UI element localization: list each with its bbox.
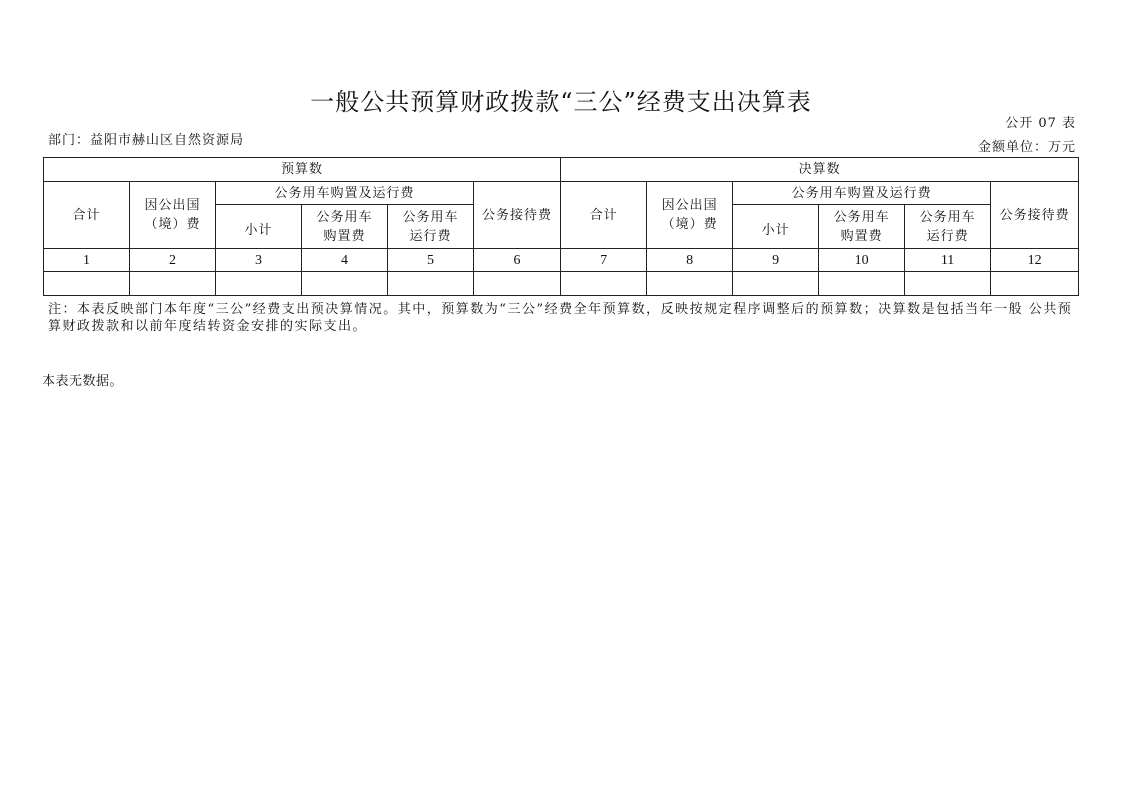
budget-operation-line1: 公务用车 xyxy=(402,209,459,225)
budget-reception-header: 公务接待费 xyxy=(474,182,561,249)
final-purchase-line2: 购置费 xyxy=(840,228,883,244)
final-subtotal-header: 小计 xyxy=(733,205,819,249)
budget-abroad-line2: （境）费 xyxy=(144,217,201,232)
expenditure-table xyxy=(43,157,1079,296)
budget-total-header: 合计 xyxy=(44,182,130,249)
column-number: 3 xyxy=(216,249,302,272)
data-cell xyxy=(991,272,1079,296)
final-abroad-header xyxy=(647,182,733,249)
column-number: 8 xyxy=(647,249,733,272)
data-cell xyxy=(905,272,991,296)
data-row xyxy=(44,272,1079,296)
budget-purchase-line2: 购置费 xyxy=(323,228,366,244)
column-number: 5 xyxy=(388,249,474,272)
column-number: 7 xyxy=(561,249,647,272)
budget-vehicle-group-header: 公务用车购置及运行费 xyxy=(216,182,474,205)
final-vehicle-group-header: 公务用车购置及运行费 xyxy=(733,182,991,205)
column-number: 10 xyxy=(819,249,905,272)
budget-operation-line2: 运行费 xyxy=(409,228,452,244)
budget-abroad-line1: 因公出国 xyxy=(144,198,201,213)
department-label: 部门：益阳市赫山区自然资源局 xyxy=(48,133,245,148)
final-abroad-line1: 因公出国 xyxy=(661,198,718,213)
no-data-notice: 本表无数据。 xyxy=(42,374,124,389)
unit-label: 金额单位：万元 xyxy=(977,140,1076,155)
budget-purchase-line1: 公务用车 xyxy=(316,209,373,225)
group-header-row xyxy=(44,158,1079,182)
final-operation-header xyxy=(905,205,991,249)
data-cell xyxy=(561,272,647,296)
final-abroad-line2: （境）费 xyxy=(661,217,718,232)
column-number: 11 xyxy=(905,249,991,272)
page-title: 一般公共预算财政拨款“三公”经费支出决算表 xyxy=(310,88,812,116)
budget-subtotal-header: 小计 xyxy=(216,205,302,249)
data-cell xyxy=(130,272,216,296)
budget-abroad-header xyxy=(130,182,216,249)
budget-group-header: 预算数 xyxy=(44,158,561,182)
budget-operation-header xyxy=(388,205,474,249)
column-number: 6 xyxy=(474,249,561,272)
data-cell xyxy=(44,272,130,296)
column-number-row xyxy=(44,249,1079,272)
column-number: 4 xyxy=(302,249,388,272)
data-cell xyxy=(647,272,733,296)
form-code: 公开 07 表 xyxy=(1005,116,1076,131)
final-operation-line1: 公务用车 xyxy=(919,209,976,225)
table-note: 注：本表反映部门本年度“三公”经费支出预决算情况。其中，预算数为“三公”经费全年预算数，反映按规定程序调整后的预算数；决算数是包括当年一般 公共预算财政拨款和以前年度结转资金安排的实际支出。 xyxy=(48,302,1073,334)
final-operation-line2: 运行费 xyxy=(926,228,969,244)
column-number: 9 xyxy=(733,249,819,272)
final-group-header: 决算数 xyxy=(561,158,1079,182)
column-header-row-1 xyxy=(44,182,1079,205)
data-cell xyxy=(819,272,905,296)
column-number: 2 xyxy=(130,249,216,272)
data-cell xyxy=(733,272,819,296)
budget-purchase-header xyxy=(302,205,388,249)
column-number: 12 xyxy=(991,249,1079,272)
data-cell xyxy=(388,272,474,296)
column-number: 1 xyxy=(44,249,130,272)
final-purchase-line1: 公务用车 xyxy=(833,209,890,225)
data-cell xyxy=(302,272,388,296)
final-total-header: 合计 xyxy=(561,182,647,249)
data-cell xyxy=(216,272,302,296)
final-reception-header: 公务接待费 xyxy=(991,182,1079,249)
data-cell xyxy=(474,272,561,296)
final-purchase-header xyxy=(819,205,905,249)
